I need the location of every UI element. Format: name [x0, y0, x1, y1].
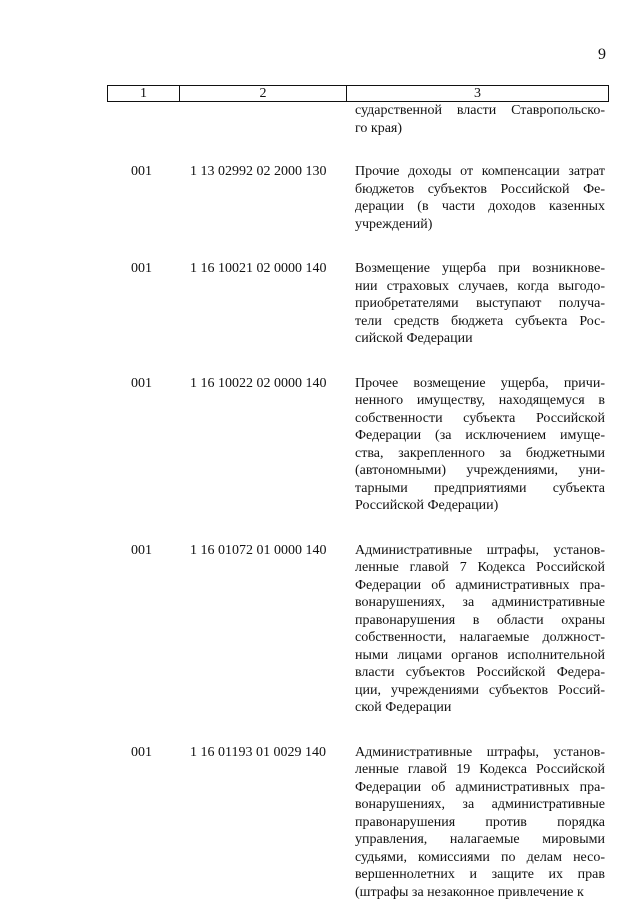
kbk-code: 1 16 10022 02 0000 140 — [190, 375, 327, 391]
text-line: вонарушениях, за административные — [355, 595, 605, 610]
text-line: Федерации об административных пра- — [355, 779, 605, 795]
admin-code: 001 — [131, 164, 152, 179]
page-number: 9 — [598, 46, 606, 63]
table-row — [0, 744, 640, 902]
text-line: бюджетов субъектов Российской Фе- — [355, 181, 605, 197]
text-line: Прочее возмещение ущерба, причи- — [355, 375, 605, 391]
text-line: ства, закрепленного за бюджетными — [355, 445, 605, 461]
text-line: управления, налагаемые мировыми — [355, 832, 605, 847]
table-row — [0, 375, 640, 515]
table-row — [0, 163, 640, 233]
text-line: (автономными) учреждениями, уни- — [355, 463, 605, 478]
continuation-text — [355, 102, 605, 137]
text-line: ными лицами органов исполнительной — [355, 647, 605, 663]
table-row — [0, 260, 640, 348]
kbk-code: 1 13 02992 02 2000 130 — [190, 164, 327, 179]
text-line: вершеннолетних и защите их прав — [355, 867, 605, 882]
income-description — [355, 260, 605, 348]
text-line: учреждений) — [355, 216, 433, 232]
text-line: го края) — [355, 120, 403, 136]
admin-code: 001 — [131, 261, 152, 276]
text-line: Административные штрафы, установ- — [355, 542, 605, 558]
text-line: власти субъектов Российской Федера- — [355, 665, 605, 680]
header-col-1: 1 — [108, 86, 180, 101]
text-line: ской Федерации — [355, 700, 452, 715]
text-line: собственности субъекта Российской — [355, 410, 605, 426]
admin-code: 001 — [131, 744, 152, 760]
table-row — [0, 542, 640, 717]
income-description — [355, 163, 605, 233]
text-line: собственности, налагаемые должност- — [355, 630, 605, 645]
text-line: вонарушениях, за административные — [355, 797, 605, 812]
text-line: сударственной власти Ставропольско- — [355, 103, 605, 118]
text-line: правонарушения против порядка — [355, 814, 605, 830]
text-line: Федерации об административных пра- — [355, 577, 605, 593]
table-header — [107, 85, 609, 102]
text-line: правонарушения в области охраны — [355, 612, 605, 628]
text-line: Российской Федерации) — [355, 498, 499, 513]
text-line: дерации (в части доходов казенных — [355, 199, 605, 214]
text-line: ненного имуществу, находящемуся в — [355, 393, 605, 408]
text-line: Административные штрафы, установ- — [355, 744, 605, 760]
income-description — [355, 375, 605, 515]
text-line: тарными предприятиями субъекта — [355, 480, 605, 496]
text-line: Федерации (за исключением имуще- — [355, 428, 605, 443]
admin-code: 001 — [131, 542, 152, 558]
header-col-3: 3 — [474, 86, 481, 101]
header-col-2: 2 — [180, 86, 347, 101]
kbk-code: 1 16 01072 01 0000 140 — [190, 542, 327, 558]
admin-code: 001 — [131, 375, 152, 391]
text-line: Возмещение ущерба при возникнове- — [355, 261, 605, 276]
text-line: ции, учреждениями субъектов Россий- — [355, 682, 605, 698]
table-body — [0, 102, 640, 901]
text-line: приобретателями выступают получа- — [355, 296, 605, 311]
text-line: тели средств бюджета субъекта Рос- — [355, 313, 605, 329]
text-line: Прочие доходы от компенсации затрат — [355, 164, 605, 179]
text-line: ленные главой 19 Кодекса Российской — [355, 762, 605, 777]
kbk-code: 1 16 01193 01 0029 140 — [190, 744, 326, 760]
text-line: (штрафы за незаконное привлечение к — [355, 884, 584, 900]
text-line: сийской Федерации — [355, 331, 473, 346]
income-description — [355, 542, 605, 717]
text-line: нии страховых случаев, когда выгодо- — [355, 278, 605, 294]
income-description — [355, 744, 605, 902]
text-line: судьями, комиссиями по делам несо- — [355, 849, 605, 865]
continuation-row — [0, 102, 640, 137]
text-line: ленные главой 7 Кодекса Российской — [355, 560, 605, 575]
kbk-code: 1 16 10021 02 0000 140 — [190, 261, 327, 276]
